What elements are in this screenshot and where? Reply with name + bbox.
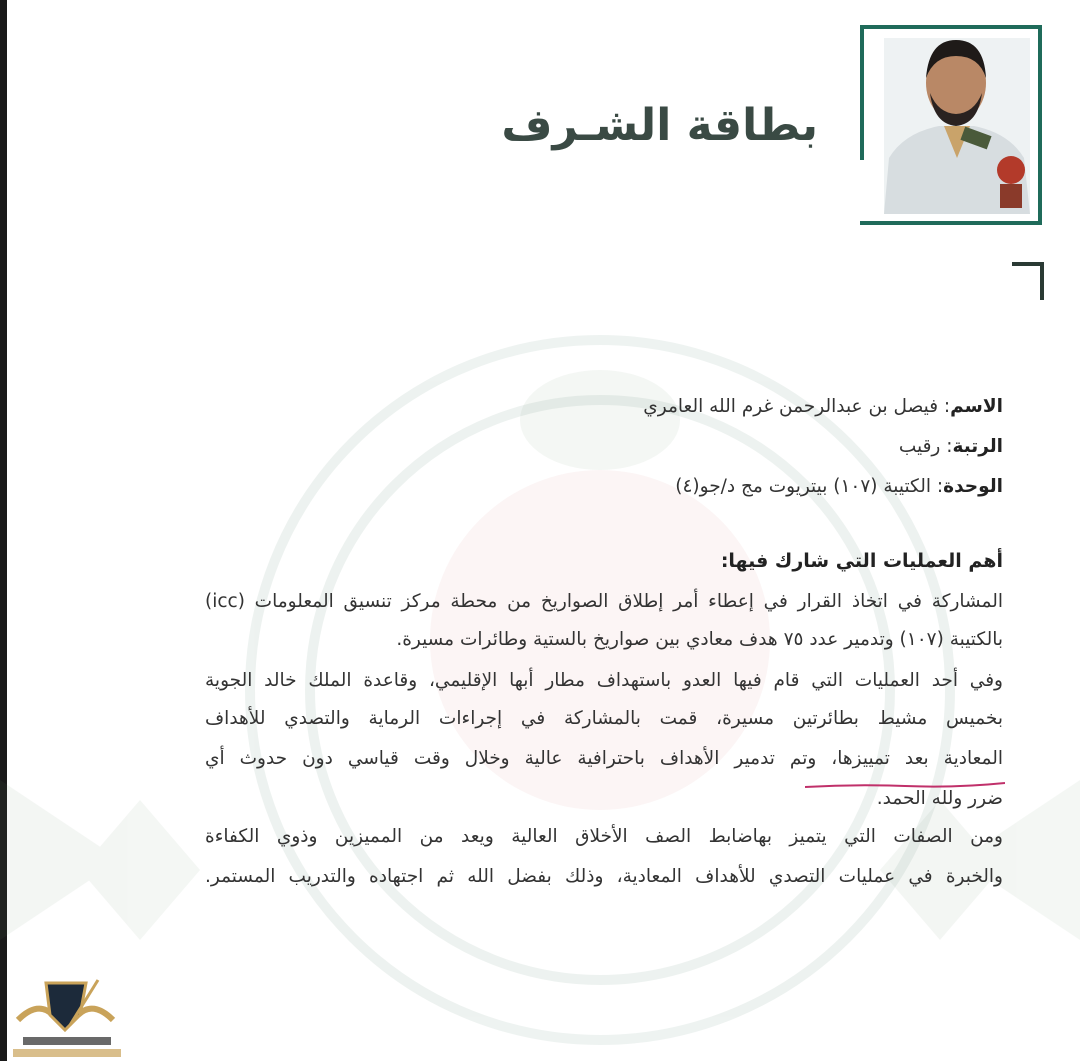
arab-defense-forum-logo xyxy=(8,975,123,1061)
paragraph-line: ضرر ولله الحمد. xyxy=(876,788,1003,809)
paragraph-line: بخميس مشيط بطائرتين مسيرة، قمت بالمشاركة في إجراءات الرماية والتصدي للأهداف xyxy=(205,708,1003,729)
paragraph-line: المعادية بعد تمييزها، وتم تدمير الأهداف باحترافية عالية وخلال وقت قياسي دون حدوث أي xyxy=(205,748,1003,769)
page-title: بطاقة الشـرف xyxy=(501,100,818,151)
rank-label: الرتبة xyxy=(952,436,1003,457)
soldier-photo xyxy=(884,38,1030,214)
rank-value: رقيب xyxy=(898,436,941,457)
paragraph-line: بالكتيبة (١٠٧) وتدمير عدد ٧٥ هدف معادي بين صواريخ بالستية وطائرات مسيرة. xyxy=(396,629,1003,650)
info-rank: الرتبة: رقيب xyxy=(898,436,1003,457)
info-name: الاسم: فيصل بن عبدالرحمن غرم الله العامري xyxy=(643,396,1003,417)
info-unit: الوحدة: الكتيبة (١٠٧) بيتريوت مج د/جو(٤) xyxy=(675,476,1003,497)
paragraph-line: وفي أحد العمليات التي قام فيها العدو باستهداف مطار أبها الإقليمي، وقاعدة الملك خالد الجوية xyxy=(205,670,1003,691)
name-value: فيصل بن عبدالرحمن غرم الله العامري xyxy=(643,396,939,417)
paragraph-line: المشاركة في اتخاذ القرار في إعطاء أمر إطلاق الصواريخ من محطة مركز تنسيق المعلومات (icc) xyxy=(205,591,1003,612)
paragraph-line: ومن الصفات التي يتميز بهاضابط الصف الأخلاق العالية ويعد من المميزين وذوي الكفاءة xyxy=(205,826,1003,847)
name-label: الاسم xyxy=(950,396,1003,417)
corner-bracket-decoration xyxy=(1012,262,1044,300)
unit-value: الكتيبة (١٠٧) بيتريوت مج د/جو(٤) xyxy=(675,476,932,497)
paragraph-line: والخبرة في عمليات التصدي للأهداف المعادية، وذلك بفضل الله ثم اجتهاده والتدريب المستمر. xyxy=(205,866,1003,887)
operations-heading: أهم العمليات التي شارك فيها: xyxy=(720,550,1003,572)
left-edge-strip xyxy=(0,0,7,1061)
unit-label: الوحدة xyxy=(943,476,1003,497)
